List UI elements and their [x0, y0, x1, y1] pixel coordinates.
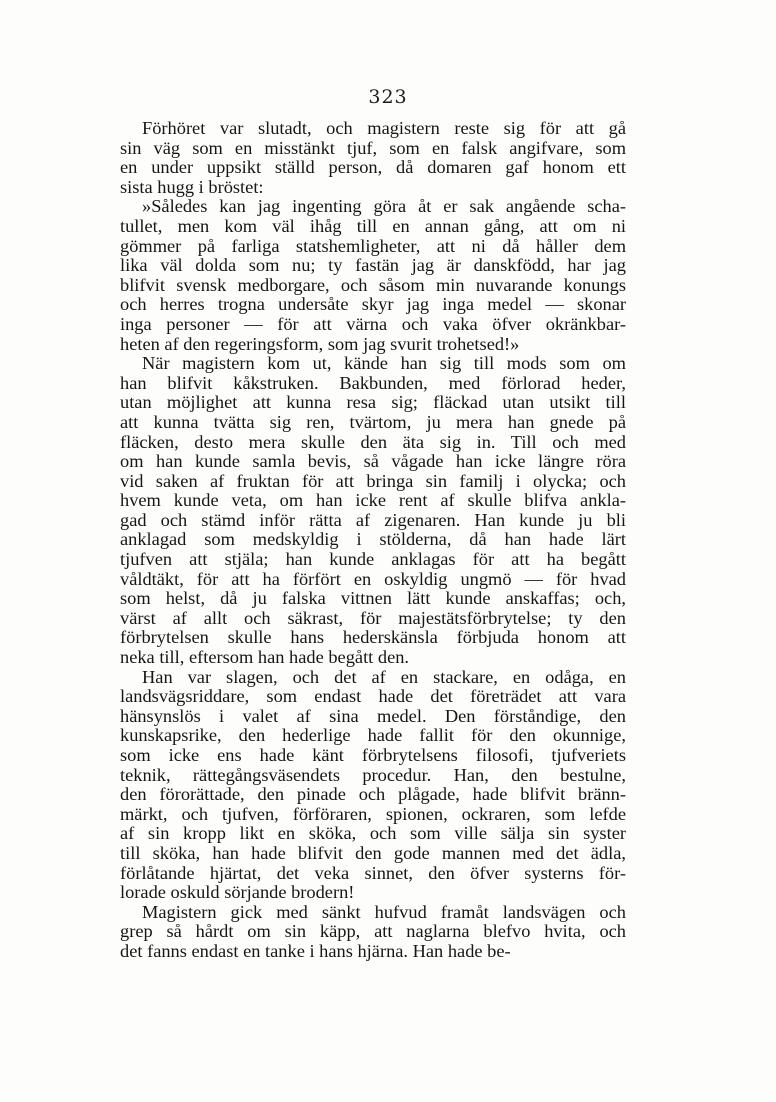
text-line: »Således kan jag ingenting göra åt er sak angående scha- — [142, 196, 626, 217]
text-line: förlåtande hjärtat, det veka sinnet, den öfver systerns för- — [120, 862, 626, 883]
text-line: neka till, eftersom han hade begått den. — [120, 647, 410, 668]
paragraph — [120, 668, 626, 903]
text-line: När magistern kom ut, kände han sig till mods som om — [142, 353, 626, 374]
page-number: 323 — [368, 86, 408, 108]
text-line: sista hugg i bröstet: — [120, 176, 264, 197]
text-line: förbrytelsen skulle hans hederskänsla förbjuda honom att — [120, 627, 626, 648]
text-line: fläcken, desto mera skulle den äta sig in. Till och med — [120, 431, 626, 452]
text-line: lorade oskuld sörjande brodern! — [120, 882, 355, 903]
paragraph — [120, 354, 626, 668]
text-line: hvem kunde veta, om han icke rent af skulle blifva ankla- — [120, 490, 626, 511]
text-line: vid saken af fruktan för att bringa sin familj i olycka; och — [120, 470, 626, 491]
text-line: lika väl dolda som nu; ty fastän jag är danskfödd, har jag — [120, 255, 626, 276]
text-line: och herres trogna undersåte skyr jag inga medel — skonar — [120, 294, 626, 315]
text-line: som helst, då ju falska vittnen lätt kunde anskaffas; och, — [120, 588, 626, 609]
text-line: att kunna tvätta sig ren, tvärtom, ju mera han gnede på — [120, 411, 626, 432]
text-line: en under uppsikt ställd person, då domaren gaf honom ett — [120, 157, 626, 178]
text-line: landsvägsriddare, som endast hade det företrädet att vara — [120, 686, 626, 707]
text-line: teknik, rättegångsväsendets procedur. Han, den bestulne, — [120, 764, 626, 785]
text-line: som icke ens hade känt förbrytelsens filosofi, tjufveriets — [120, 745, 626, 765]
text-line: Magistern gick med sänkt hufvud framåt landsvägen och — [142, 901, 626, 922]
text-line: utan möjlighet att kunna resa sig; fläckad utan utsikt till — [120, 392, 626, 413]
text-line: tjufven att stjäla; han kunde anklagas för att ha begått — [120, 549, 626, 570]
paragraph — [120, 119, 626, 197]
text-line: våldtäkt, för att ha förfört en oskyldig ungmö — för hvad — [120, 568, 626, 589]
text-line: Han var slagen, och det af en stackare, en odåga, en — [142, 666, 626, 687]
text-line: inga personer — för att värna och vaka öfver okränkbar- — [120, 313, 626, 334]
text-line: tullet, men kom väl ihåg till en annan gång, att om ni — [120, 215, 626, 236]
text-line: värst af allt och säkrast, för majestätsförbrytelse; ty den — [120, 607, 626, 628]
paragraph — [120, 903, 626, 962]
text-line: blifvit svensk medborgare, och såsom min nuvarande konungs — [120, 274, 626, 295]
text-line: han blifvit kåkstruken. Bakbunden, med förlorad heder, — [120, 372, 626, 393]
text-line: om han kunde samla bevis, så vågade han icke längre röra — [120, 451, 626, 472]
text-line: gad och stämd inför rätta af zigenaren. Han kunde ju bli — [120, 509, 626, 530]
text-line: den förorättade, den pinade och plågade, hade blifvit bränn- — [120, 784, 626, 805]
text-line: grep så hårdt om sin käpp, att naglarna blefvo hvita, och — [120, 921, 626, 942]
text-line: det fanns endast en tanke i hans hjärna. Han hade be- — [120, 940, 511, 961]
text-line: hänsynslös i valet af sina medel. Den förståndige, den — [120, 705, 626, 726]
text-line: gömmer på farliga statshemligheter, att ni då håller dem — [120, 235, 626, 256]
text-line: sin väg som en misstänkt tjuf, som en falsk angifvare, som — [120, 137, 626, 158]
text-line: af sin kropp likt en sköka, och som ville sälja sin syster — [120, 823, 626, 844]
body-text — [120, 119, 626, 962]
paragraph — [120, 197, 626, 354]
text-line: märkt, och tjufven, förföraren, spionen, ockraren, som lefde — [120, 803, 626, 824]
text-line: till sköka, han hade blifvit den gode mannen med det ädla, — [120, 842, 626, 863]
text-line: heten af den regeringsform, som jag svurit trohetsed!» — [120, 333, 520, 354]
text-line: kunskapsrike, den hederlige hade fallit för den okunnige, — [120, 725, 626, 746]
text-line: Förhöret var slutadt, och magistern reste sig för att gå — [142, 118, 626, 138]
text-line: anklagad som medskyldig i stölderna, då han hade lärt — [120, 529, 626, 550]
